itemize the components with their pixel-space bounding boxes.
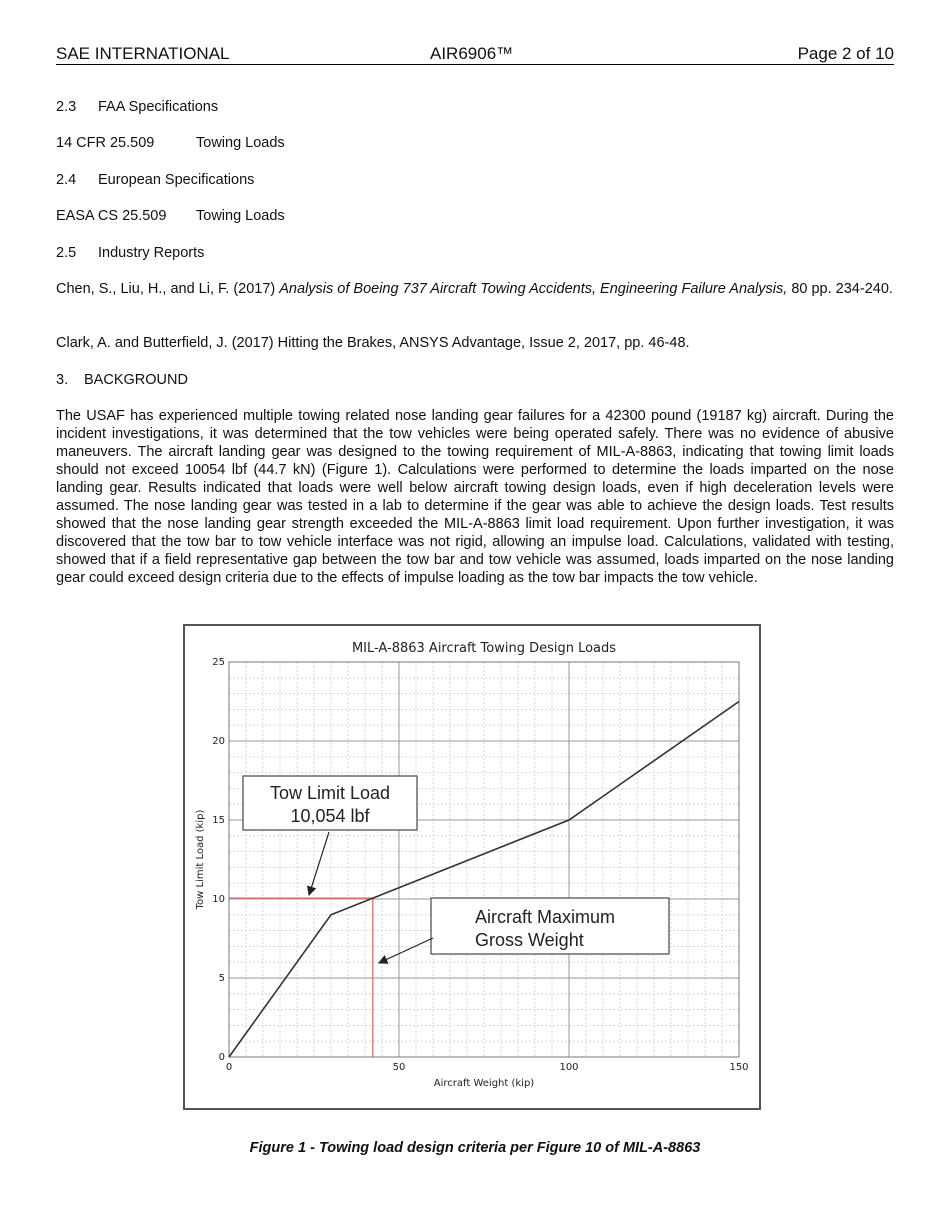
figure-1 — [183, 624, 761, 1110]
reference-title: Towing Loads — [196, 135, 285, 151]
faa-reference — [56, 134, 285, 152]
background-paragraph: The USAF has experienced multiple towing related nose landing gear failures for a 42300 pound (19187 kg) aircraft. During the incident investigations, it was determined that the tow vehicles were being operated safely. There was no evidence of abusive maneuvers. The aircraft landing gear was designed to the towing requirement of MIL-A-8863, indicating that towing limit loads should not exceed 10054 lbf (44.7 kN) (Figure 1). Calculations were performed to determine the loads imparted on the nose landing gear. Results indicated that loads were well below aircraft towing design loads, even if high deceleration levels were assumed. The nose landing gear was tested in a lab to determine if the gear was able to achieve the design loads. Test results showed that the nose landing gear strength exceeded the MIL-A-8863 limit load requirement. Upon further investigation, it was discovered that the tow bar to tow vehicle interface was not rigid, allowing an impulse load. Calculations, validated with testing, showed that if a field representative gap between the tow bar and tow vehicle was assumed, loads imparted on the nose landing gear could exceed design criteria due to the effects of impulse loading as the tow bar impacts the tow vehicle. — [56, 408, 894, 586]
y-axis-label: Tow Limit Load (kip) — [195, 809, 206, 910]
section-number: 2.5 — [56, 245, 77, 261]
x-tick-label: 100 — [559, 1062, 579, 1073]
section-number: 2.4 — [56, 172, 77, 188]
annotation-text: 10,054 lbf — [290, 806, 370, 826]
y-tick-label: 0 — [218, 1052, 225, 1063]
figure-caption: Figure 1 - Towing load design criteria per Figure 10 of MIL-A-8863 — [249, 1140, 701, 1156]
section-title: European Specifications — [98, 172, 255, 188]
page-header — [56, 44, 894, 65]
header-page-number: Page 2 of 10 — [797, 44, 894, 63]
y-tick-label: 5 — [218, 973, 225, 984]
reference-clark: Clark, A. and Butterfield, J. (2017) Hitting the Brakes, ANSYS Advantage, Issue 2, 2017, pp. 46-48. — [56, 335, 690, 351]
section-title: FAA Specifications — [98, 99, 219, 115]
annotation-arrow — [379, 938, 433, 963]
section-number: 2.3 — [56, 99, 77, 115]
chart-title: MIL-A-8863 Aircraft Towing Design Loads — [351, 641, 617, 656]
reference-code: EASA CS 25.509 — [56, 208, 167, 224]
annotation-text: Gross Weight — [475, 930, 584, 950]
y-tick-label: 10 — [212, 894, 225, 905]
reference-code: 14 CFR 25.509 — [56, 135, 155, 151]
section-2-3-heading — [56, 98, 218, 116]
section-title: BACKGROUND — [84, 372, 188, 388]
annotation-text: Tow Limit Load — [269, 783, 391, 803]
section-number: 3. — [56, 372, 69, 388]
section-3-heading — [56, 371, 188, 389]
reference-authors: Chen, S., Liu, H., and Li, F. (2017) — [56, 281, 280, 297]
towing-load-chart — [185, 626, 759, 1108]
section-title: Industry Reports — [98, 245, 205, 261]
annotation-arrow — [309, 832, 329, 895]
header-doc-id: AIR6906™ — [430, 44, 514, 63]
easa-reference — [56, 207, 285, 225]
reference-pages: 80 pp. 234-240. — [787, 281, 893, 297]
annotation-text: Aircraft Maximum — [475, 907, 616, 927]
x-tick-label: 150 — [729, 1062, 749, 1073]
x-axis-label: Aircraft Weight (kip) — [433, 1078, 535, 1089]
x-tick-label: 50 — [392, 1062, 406, 1073]
section-2-4-heading — [56, 171, 254, 189]
reference-title: Towing Loads — [196, 208, 285, 224]
reference-title: Analysis of Boeing 737 Aircraft Towing Accidents, Engineering Failure Analysis, — [279, 281, 788, 297]
x-tick-label: 0 — [225, 1062, 233, 1073]
header-org: SAE INTERNATIONAL — [56, 44, 230, 63]
y-tick-label: 20 — [212, 736, 225, 747]
y-tick-label: 25 — [212, 657, 225, 668]
section-2-5-heading — [56, 244, 204, 262]
reference-chen — [56, 280, 894, 298]
y-tick-label: 15 — [212, 815, 225, 826]
